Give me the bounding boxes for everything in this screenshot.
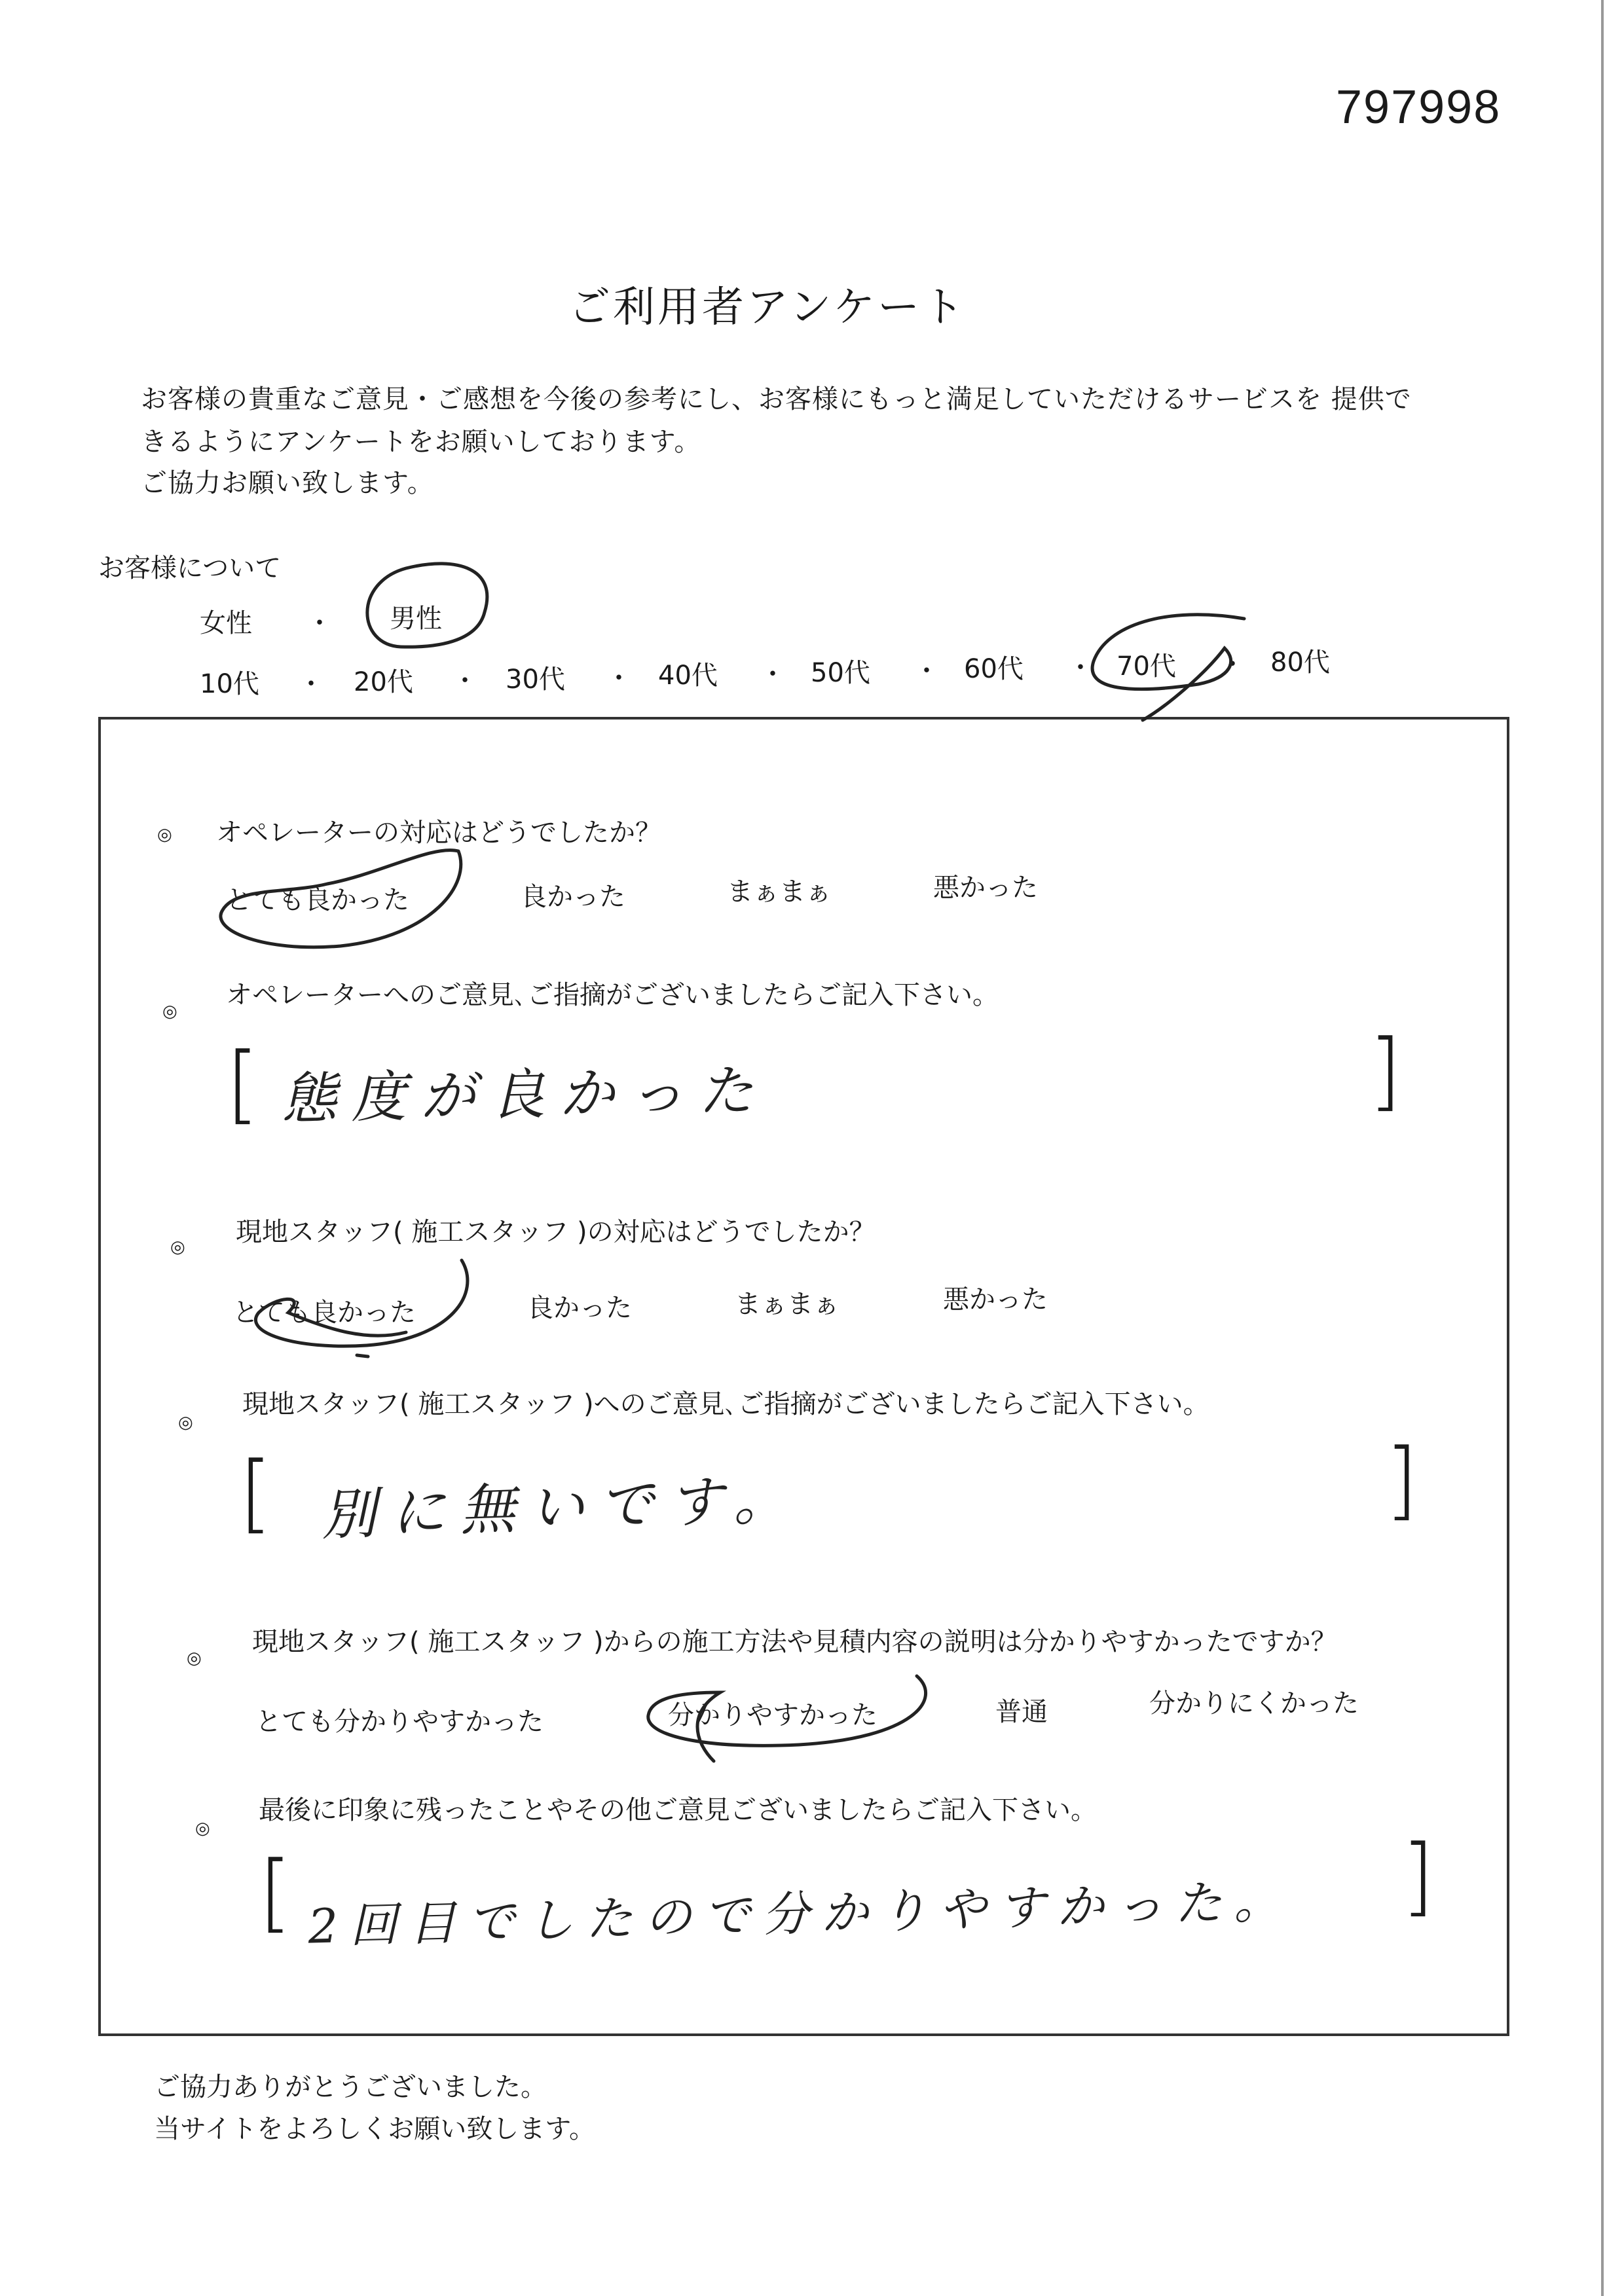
age-separator: ・ <box>1219 649 1246 680</box>
page-title: ご利用者アンケート <box>568 283 967 332</box>
age-option-80s[interactable]: 80代 <box>1270 647 1330 678</box>
q4-question: 現地スタッフ( 施工スタッフ )へのご意見､ご指摘がございましたらご記入下さい。 <box>242 1389 1209 1419</box>
q1-option-bad[interactable]: 悪かった <box>933 873 1038 903</box>
bullet-icon: ◎ <box>178 1413 193 1432</box>
intro-line-2: きるようにアンケートをお願いしております。 <box>141 427 701 457</box>
age-separator: ・ <box>913 656 940 686</box>
age-separator: ・ <box>760 659 786 689</box>
q3-option-so-so[interactable]: まぁまぁ <box>735 1289 840 1319</box>
gender-option-female[interactable]: 女性 <box>200 608 252 638</box>
document-id: 797998 <box>1336 81 1502 134</box>
q3-option-very-good[interactable]: とても良かった <box>232 1298 416 1328</box>
selection-circle-q5 <box>648 1676 926 1761</box>
bullet-icon: ◎ <box>187 1649 202 1668</box>
selection-circle-q3 <box>255 1260 468 1346</box>
intro-line-1: お客様の貴重なご意見・ご感想を今後の参考にし、お客様にもっと満足していただけるサービスを 提供で <box>141 384 1412 414</box>
q6-bracket-close: ] <box>1401 1826 1435 1925</box>
age-option-30s[interactable]: 30代 <box>506 665 565 695</box>
selection-circle-q1 <box>221 850 461 947</box>
pen-stroke-q3 <box>357 1355 368 1357</box>
age-separator: ・ <box>606 663 632 693</box>
bullet-icon: ◎ <box>157 825 172 845</box>
age-option-10s[interactable]: 10代 <box>200 669 259 699</box>
q4-handwritten-answer[interactable]: 別に無いです。 <box>320 1467 803 1548</box>
q5-option-hard[interactable]: 分かりにくかった <box>1149 1688 1359 1719</box>
q1-question: オペレーターの対応はどうでしたか？ <box>216 818 661 848</box>
q2-question: オペレーターへのご意見､ご指摘がございましたらご記入下さい。 <box>226 980 999 1010</box>
age-option-20s[interactable]: 20代 <box>354 667 413 697</box>
bullet-icon: ◎ <box>195 1819 210 1838</box>
q3-option-bad[interactable]: 悪かった <box>943 1285 1048 1315</box>
q6-question: 最後に印象に残ったことやその他ご意見ございましたらご記入下さい。 <box>259 1795 1097 1825</box>
closing-line-2: 当サイトをよろしくお願い致します。 <box>154 2114 595 2144</box>
q1-option-good[interactable]: 良かった <box>521 882 625 912</box>
gender-option-male[interactable]: 男性 <box>390 604 442 634</box>
q6-bracket-open: [ <box>259 1842 292 1942</box>
selection-circle-age <box>1092 615 1244 720</box>
q2-bracket-close: ] <box>1369 1021 1402 1120</box>
q4-bracket-close: ] <box>1385 1430 1418 1529</box>
q5-option-easy[interactable]: 分かりやすかった <box>668 1700 877 1730</box>
selection-circle-gender <box>367 564 487 647</box>
q3-option-good[interactable]: 良かった <box>527 1293 632 1323</box>
age-option-70s[interactable]: 70代 <box>1116 651 1176 682</box>
customer-heading: お客様について <box>98 553 282 583</box>
age-separator: ・ <box>298 669 324 699</box>
q2-bracket-open: [ <box>226 1034 259 1133</box>
age-option-50s[interactable]: 50代 <box>811 658 870 688</box>
intro-line-3: ご協力お願い致します。 <box>141 468 434 498</box>
q1-option-very-good[interactable]: とても良かった <box>226 885 409 915</box>
closing-line-1: ご協力ありがとうございました。 <box>154 2072 547 2102</box>
q2-handwritten-answer[interactable]: 態度が良かった <box>281 1058 768 1131</box>
q3-question: 現地スタッフ( 施工スタッフ )の対応はどうでしたか？ <box>236 1217 876 1247</box>
bullet-icon: ◎ <box>162 1002 177 1021</box>
age-option-40s[interactable]: 40代 <box>658 661 718 691</box>
age-separator: ・ <box>1067 653 1094 683</box>
age-separator: ・ <box>452 666 478 696</box>
gender-separator: ・ <box>306 608 333 638</box>
q1-option-so-so[interactable]: まぁまぁ <box>727 877 832 907</box>
bullet-icon: ◎ <box>170 1237 185 1257</box>
q6-handwritten-answer[interactable]: 2回目でしたので分かりやすかった。 <box>307 1873 1293 1954</box>
q5-option-normal[interactable]: 普通 <box>995 1697 1048 1727</box>
q5-option-very-easy[interactable]: とても分かりやすかった <box>255 1707 544 1737</box>
age-option-60s[interactable]: 60代 <box>964 654 1024 684</box>
q4-bracket-open: [ <box>239 1443 272 1542</box>
q5-question: 現地スタッフ( 施工スタッフ )からの施工方法や見積内容の説明は分かりやすかったですか？ <box>252 1627 1337 1657</box>
